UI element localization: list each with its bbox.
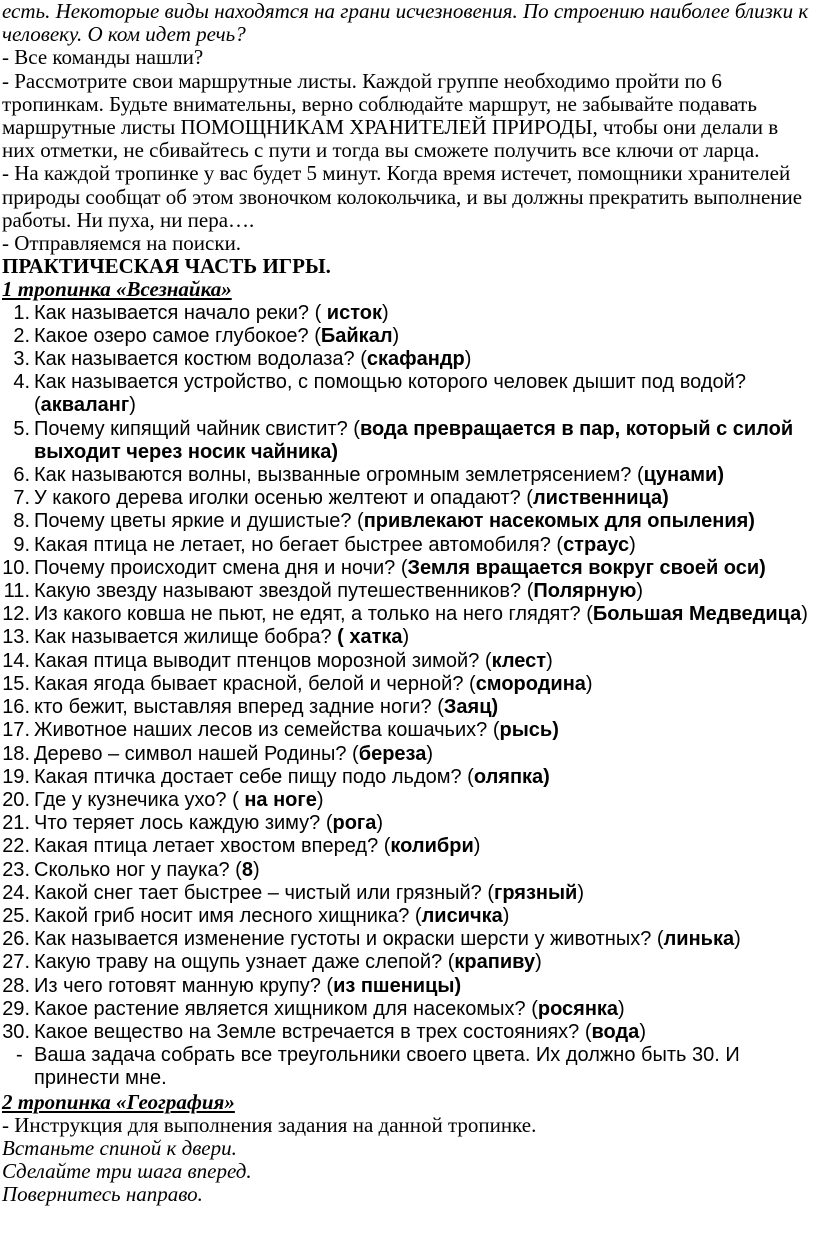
question-number: 3 . [2,348,30,371]
found-question: - Все команды нашли? [2,45,204,70]
question-item [2,557,810,580]
question-number: 28 . [2,975,30,998]
question-item [2,325,810,348]
question-number: 27 . [2,951,30,974]
question-text: Как называется устройство, с помощью которого человек дышит под водой? ( [34,371,746,417]
question-item [2,812,810,835]
question-item [2,348,810,371]
question-text: Какую траву на ощупь узнает даже слепой? ( [34,951,455,974]
question-item [2,1021,810,1044]
answer-text: росянка [537,997,619,1020]
answer-close-paren: ) [473,835,481,858]
answer-text: лиственница) [532,487,669,510]
task-text: Ваша задача собрать все треугольники своего цвета. Их должно быть 30. И принести мне. [34,1044,740,1090]
question-number: 16 . [2,696,30,719]
answer-text: из пшеницы) [333,974,462,997]
answer-close-paren: ) [381,301,389,324]
question-number: 25 . [2,905,30,928]
question-text: Из чего готовят манную крупу? ( [34,974,334,997]
answer-close-paren: ) [376,812,384,835]
question-item [2,975,810,998]
question-text: Какая птица выводит птенцов морозной зимой? ( [34,649,492,672]
question-item [2,743,810,766]
question-item [2,626,810,649]
question-item [2,719,810,742]
question-number: 5 . [2,418,30,441]
question-text: Животное наших лесов из семейства кошачьих? ( [34,719,500,742]
question-text: У какого дерева иголки осенью желтеют и опадают? ( [34,487,533,510]
riddle-line-2: человеку. О ком идет речь? [2,22,246,47]
answer-text: цунами) [643,464,725,487]
question-item [2,302,810,325]
answer-text: страус [563,533,630,556]
question-item [2,766,810,789]
path2-step: Сделайте три шага вперед. [2,1159,252,1184]
answer-close-paren: ) [535,951,542,974]
question-number: 2 . [2,325,30,348]
question-item [2,998,810,1021]
question-text: Где у кузнечика ухо? ( [34,788,245,811]
question-number: 6 . [2,464,30,487]
path2-steps [2,1137,810,1207]
task-dash: - [16,1044,23,1067]
question-text: Какая птичка достает себе пищу подо льдом? ( [34,765,474,788]
question-text: Сколько ног у паука? ( [34,858,242,881]
question-text: Почему цветы яркие и душистые? ( [34,510,364,533]
answer-text: Заяц) [443,696,499,719]
answer-text: 8 [241,858,253,881]
question-text: Какая ягода бывает красной, белой и черной? ( [34,672,476,695]
path2-instruction: - Инструкция для выполнения задания на данной тропинке. [2,1112,537,1137]
answer-close-paren: ) [629,533,636,556]
answer-text: Байкал [320,324,393,347]
question-number: 11 . [2,580,30,603]
question-text: Из какого ковша не пьют, не едят, а только на него глядят? ( [34,603,593,626]
answer-text: крапиву [454,951,536,974]
question-item [2,696,810,719]
question-number: 4 . [2,371,30,394]
path2-title: 2 тропинка «География» [2,1089,235,1114]
answer-close-paren: ) [636,580,644,603]
answer-text: колибри [390,835,474,858]
question-item [2,371,810,417]
question-number: 9 . [2,534,30,557]
answer-text: береза [358,742,427,765]
question-item [2,418,810,464]
question-text: кто бежит, выставляя вперед задние ноги? ( [34,696,444,719]
question-item [2,464,810,487]
answer-close-paren: ) [577,881,585,904]
question-item [2,835,810,858]
question-text: Что теряет лось каждую зиму? ( [34,812,333,835]
answer-text: на ноге [244,788,317,811]
question-text: Какое вещество на Земле встречается в трех состояниях? ( [34,1020,592,1043]
answer-text: лисичка [421,904,503,927]
answer-text: рога [332,812,377,835]
answer-text: грязный [494,881,578,904]
question-number: 13 . [2,626,30,649]
question-number: 1 . [2,302,30,325]
question-item [2,882,810,905]
question-number: 17 . [2,719,30,742]
question-number: 14 . [2,650,30,673]
question-item [2,673,810,696]
path2-step: Повернитесь направо. [2,1182,203,1207]
question-text: Почему кипящий чайник свистит? ( [34,417,360,440]
answer-text: Земля вращается вокруг своей оси) [407,556,766,579]
answer-close-paren: ) [129,394,136,417]
answer-close-paren: ) [801,603,808,626]
answer-text: вода [591,1020,640,1043]
answer-text: привлекают насекомых для опыления) [363,510,755,533]
question-number: 10 . [2,557,30,580]
route-instruction: - Рассмотрите свои маршрутные листы. Каждой группе необходимо пройти по 6 тропинкам. Будьте внимательны, верно соблюдайте маршрут, не забывайте подавать маршрутные листы ПОМОЩНИКАМ ХРАНИТЕЛЕЙ ПРИРОДЫ, чтобы они делали в них отметки, не сбивайтесь с пути и тогда вы сможете получить все ключи от ларца. [2,68,779,163]
question-number: 22 . [2,835,30,858]
question-number: 15 . [2,673,30,696]
question-item [2,510,810,533]
question-number: 23 . [2,859,30,882]
question-number: 18 . [2,743,30,766]
answer-text: клест [491,649,547,672]
answer-close-paren: ) [464,348,472,371]
question-number: 29 . [2,998,30,1021]
path2-step: Встаньте спиной к двери. [2,1135,237,1160]
question-number: 20 . [2,789,30,812]
question-number: 8 . [2,510,30,533]
question-item [2,789,810,812]
question-number: 26 . [2,928,30,951]
question-item [2,928,810,951]
question-text: Как называется костюм водолаза? ( [34,348,367,371]
question-text: Как называются волны, вызванные огромным землетрясением? ( [34,464,644,487]
question-item [2,534,810,557]
question-text: Как называется начало реки? ( [34,301,327,324]
question-text: Почему происходит смена дня и ночи? ( [34,556,408,579]
question-number: 12 . [2,603,30,626]
answer-close-paren: ) [639,1020,646,1043]
question-item [2,487,810,510]
answer-text: скафандр [366,348,465,371]
answer-text: рысь) [499,719,559,742]
answer-text: оляпка) [473,765,550,788]
question-text: Какая птица не летает, но бегает быстрее автомобиля? ( [34,533,564,556]
question-item [2,905,810,928]
answer-close-paren: ) [546,649,553,672]
question-number: 30 . [2,1021,30,1044]
answer-text: исток [326,301,382,324]
answer-text: линька [663,928,735,951]
answer-close-paren: ) [734,928,741,951]
question-list [2,302,810,1045]
practical-title: ПРАКТИЧЕСКАЯ ЧАСТЬ ИГРЫ. [2,254,331,279]
answer-text: вода превращается в пар, который с силой выходит через носик чайника) [34,417,794,463]
answer-text: акваланг [40,394,130,417]
answer-close-paren: ) [316,788,324,811]
question-text: Какое растение является хищником для насекомых? ( [34,997,538,1020]
question-text: Какое озеро самое глубокое? ( [34,324,321,347]
question-item [2,650,810,673]
path1-title: 1 тропинка «Всезнайка» [2,277,232,302]
answer-close-paren: ) [585,672,593,695]
question-text: Какой снег тает быстрее – чистый или грязный? ( [34,881,494,904]
question-item [2,951,810,974]
answer-text: Полярную [533,580,637,603]
question-text: Как называется изменение густоты и окраски шерсти у животных? ( [34,928,664,951]
answer-text: смородина [475,672,586,695]
answer-close-paren: ) [502,904,510,927]
answer-text: Большая Медведица [592,603,802,626]
answer-close-paren: ) [392,324,400,347]
question-text: Какую звезду называют звездой путешественников? ( [34,580,534,603]
answer-close-paren: ) [402,626,410,649]
answer-close-paren: ) [618,997,625,1020]
question-text: Какой гриб носит имя лесного хищника? ( [34,904,422,927]
answer-text: ( хатка [337,626,403,649]
time-instruction: - На каждой тропинке у вас будет 5 минут. Когда время истечет, помощники хранителей природы сообщат об этом звоночком колокольчика, и вы должны прекратить выполнение работы. Ни пуха, ни пера…. [2,161,803,232]
riddle-line-1: есть. Некоторые виды находятся на грани исчезновения. По строению наиболее близки к [2,0,809,23]
question-item [2,603,810,626]
question-number: 24 . [2,882,30,905]
question-text: Какая птица летает хвостом вперед? ( [34,835,391,858]
task-item [2,1044,810,1090]
answer-close-paren: ) [426,742,434,765]
question-number: 7 . [2,487,30,510]
question-item [2,859,810,882]
go-line: - Отправляемся на поиски. [2,231,242,256]
question-item [2,580,810,603]
question-text: Как называется жилище бобра? [34,626,338,649]
question-number: 21 . [2,812,30,835]
question-text: Дерево – символ нашей Родины? ( [34,742,359,765]
answer-close-paren: ) [252,858,260,881]
question-number: 19 . [2,766,30,789]
